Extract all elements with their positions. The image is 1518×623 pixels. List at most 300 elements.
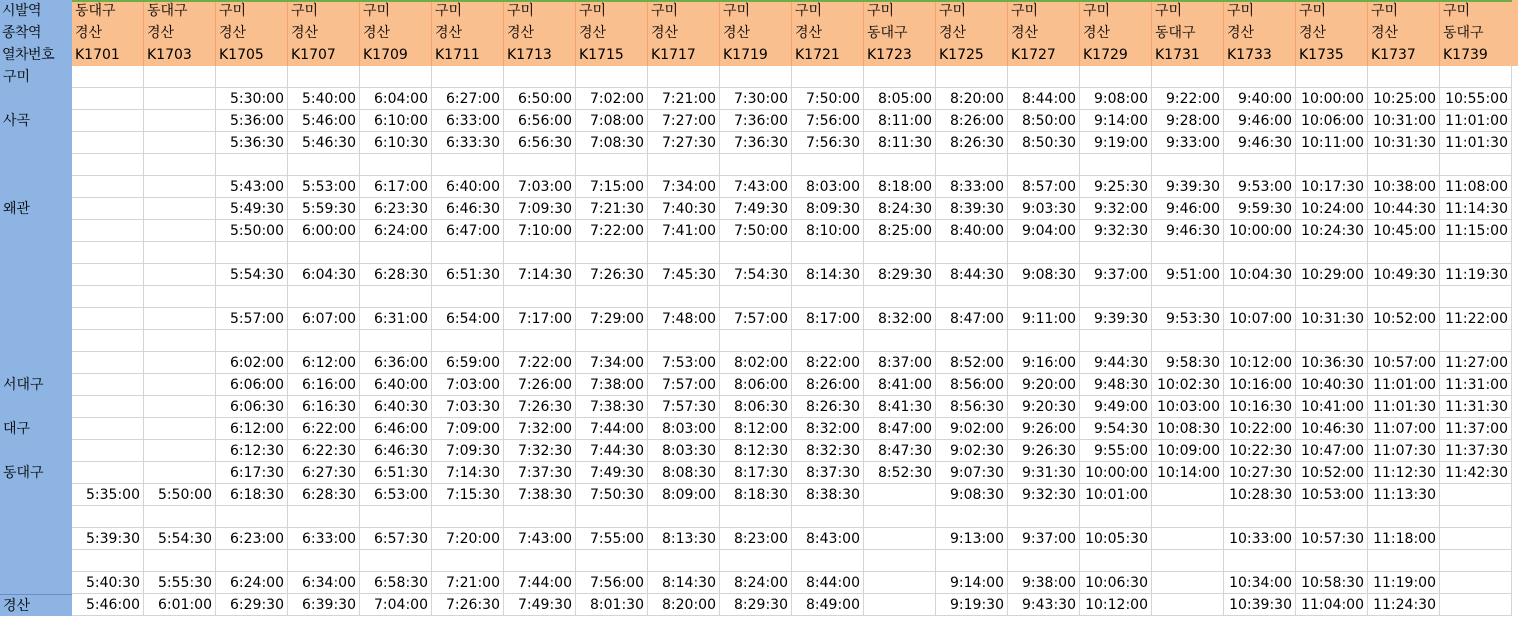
time-cell[interactable] — [360, 506, 432, 528]
time-cell[interactable]: 9:39:30 — [1080, 308, 1152, 330]
time-cell[interactable]: 7:56:00 — [792, 110, 864, 132]
time-cell[interactable]: 5:54:30 — [144, 528, 216, 550]
time-cell[interactable]: 5:40:00 — [288, 88, 360, 110]
time-cell[interactable]: 9:32:30 — [1080, 220, 1152, 242]
time-cell[interactable]: 6:46:30 — [360, 440, 432, 462]
time-cell[interactable] — [1152, 66, 1224, 88]
time-cell[interactable]: 7:14:30 — [504, 264, 576, 286]
station-cell[interactable]: 서대구 — [0, 374, 72, 396]
time-cell[interactable]: 5:39:30 — [72, 528, 144, 550]
station-cell[interactable] — [0, 330, 72, 352]
time-cell[interactable]: 7:14:30 — [432, 462, 504, 484]
time-cell[interactable]: 10:58:30 — [1296, 572, 1368, 594]
time-cell[interactable]: 7:43:00 — [504, 528, 576, 550]
time-cell[interactable]: 7:08:00 — [576, 110, 648, 132]
time-cell[interactable]: 6:23:30 — [360, 198, 432, 220]
time-cell[interactable]: 7:43:00 — [720, 176, 792, 198]
time-cell[interactable] — [1152, 594, 1224, 616]
header-to-cell[interactable]: 경산 — [219, 25, 247, 41]
header-to-cell[interactable]: 경산 — [1083, 25, 1111, 41]
station-cell[interactable] — [0, 506, 72, 528]
time-cell[interactable]: 10:11:00 — [1296, 132, 1368, 154]
time-cell[interactable] — [360, 154, 432, 176]
time-cell[interactable]: 7:09:00 — [432, 418, 504, 440]
time-cell[interactable] — [144, 242, 216, 264]
time-cell[interactable] — [360, 242, 432, 264]
time-cell[interactable] — [216, 286, 288, 308]
time-cell[interactable]: 10:55:00 — [1440, 88, 1512, 110]
time-cell[interactable] — [288, 286, 360, 308]
header-column-k1731[interactable] — [1152, 0, 1224, 66]
time-cell[interactable]: 7:03:00 — [504, 176, 576, 198]
time-cell[interactable] — [144, 440, 216, 462]
time-cell[interactable]: 10:57:00 — [1368, 352, 1440, 374]
time-cell[interactable]: 7:36:00 — [720, 110, 792, 132]
time-cell[interactable]: 8:40:00 — [936, 220, 1008, 242]
time-cell[interactable]: 8:47:00 — [936, 308, 1008, 330]
time-cell[interactable] — [432, 550, 504, 572]
time-cell[interactable]: 6:16:00 — [288, 374, 360, 396]
time-cell[interactable]: 10:27:30 — [1224, 462, 1296, 484]
time-cell[interactable]: 7:44:00 — [504, 572, 576, 594]
header-to-cell[interactable]: 경산 — [75, 25, 103, 41]
time-cell[interactable] — [72, 88, 144, 110]
time-cell[interactable] — [864, 286, 936, 308]
time-cell[interactable]: 7:44:30 — [576, 440, 648, 462]
time-cell[interactable]: 9:39:30 — [1152, 176, 1224, 198]
time-cell[interactable] — [1440, 286, 1512, 308]
time-cell[interactable] — [1080, 550, 1152, 572]
time-cell[interactable]: 8:29:30 — [864, 264, 936, 286]
time-cell[interactable]: 8:12:00 — [720, 418, 792, 440]
time-cell[interactable] — [1368, 330, 1440, 352]
time-cell[interactable] — [432, 506, 504, 528]
time-cell[interactable] — [1152, 286, 1224, 308]
header-to-cell[interactable]: 경산 — [507, 25, 535, 41]
time-cell[interactable]: 10:45:00 — [1368, 220, 1440, 242]
station-cell[interactable]: 동대구 — [0, 462, 72, 484]
time-cell[interactable]: 7:21:00 — [648, 88, 720, 110]
time-cell[interactable] — [144, 66, 216, 88]
time-cell[interactable] — [936, 506, 1008, 528]
time-cell[interactable] — [72, 440, 144, 462]
time-cell[interactable]: 6:57:30 — [360, 528, 432, 550]
time-cell[interactable]: 7:48:00 — [648, 308, 720, 330]
station-cell[interactable] — [0, 550, 72, 572]
station-cell[interactable]: 대구 — [0, 418, 72, 440]
time-cell[interactable] — [1224, 66, 1296, 88]
time-cell[interactable] — [1152, 242, 1224, 264]
time-cell[interactable] — [1440, 484, 1512, 506]
time-cell[interactable]: 9:08:30 — [1008, 264, 1080, 286]
time-cell[interactable]: 10:00:00 — [1080, 462, 1152, 484]
time-cell[interactable] — [648, 550, 720, 572]
time-cell[interactable]: 10:12:00 — [1224, 352, 1296, 374]
time-cell[interactable]: 7:26:30 — [504, 396, 576, 418]
time-cell[interactable]: 8:06:30 — [720, 396, 792, 418]
time-cell[interactable] — [792, 506, 864, 528]
time-cell[interactable]: 8:26:30 — [936, 132, 1008, 154]
time-cell[interactable]: 7:02:00 — [576, 88, 648, 110]
time-cell[interactable]: 6:40:00 — [432, 176, 504, 198]
time-cell[interactable]: 9:37:00 — [1008, 528, 1080, 550]
time-cell[interactable]: 7:32:00 — [504, 418, 576, 440]
time-cell[interactable]: 6:51:30 — [432, 264, 504, 286]
time-cell[interactable] — [576, 154, 648, 176]
time-cell[interactable]: 9:48:30 — [1080, 374, 1152, 396]
time-cell[interactable] — [936, 242, 1008, 264]
header-from-cell[interactable]: 구미 — [939, 3, 967, 19]
time-cell[interactable] — [360, 550, 432, 572]
time-cell[interactable] — [1080, 286, 1152, 308]
header-to-cell[interactable]: 경산 — [435, 25, 463, 41]
time-cell[interactable] — [288, 330, 360, 352]
time-cell[interactable] — [864, 154, 936, 176]
time-cell[interactable]: 9:51:00 — [1152, 264, 1224, 286]
time-cell[interactable]: 7:54:30 — [720, 264, 792, 286]
time-cell[interactable]: 6:06:30 — [216, 396, 288, 418]
time-cell[interactable]: 6:12:00 — [288, 352, 360, 374]
time-cell[interactable]: 6:10:00 — [360, 110, 432, 132]
time-cell[interactable]: 9:14:00 — [1080, 110, 1152, 132]
time-cell[interactable]: 11:37:00 — [1440, 418, 1512, 440]
header-train-cell[interactable]: K1731 — [1155, 47, 1200, 63]
time-cell[interactable]: 9:04:00 — [1008, 220, 1080, 242]
time-cell[interactable]: 8:11:00 — [864, 110, 936, 132]
header-to-cell[interactable]: 경산 — [363, 25, 391, 41]
time-cell[interactable]: 10:31:30 — [1368, 132, 1440, 154]
time-cell[interactable]: 9:07:30 — [936, 462, 1008, 484]
time-cell[interactable]: 10:09:00 — [1152, 440, 1224, 462]
time-cell[interactable]: 9:49:00 — [1080, 396, 1152, 418]
time-cell[interactable] — [1080, 66, 1152, 88]
time-cell[interactable] — [864, 330, 936, 352]
time-cell[interactable] — [144, 220, 216, 242]
time-cell[interactable]: 8:24:00 — [720, 572, 792, 594]
time-cell[interactable]: 8:14:30 — [792, 264, 864, 286]
station-cell[interactable]: 경산 — [0, 594, 72, 616]
header-to-cell[interactable]: 경산 — [795, 25, 823, 41]
time-cell[interactable]: 11:19:00 — [1368, 572, 1440, 594]
header-from-cell[interactable]: 구미 — [219, 3, 247, 19]
time-cell[interactable]: 7:27:00 — [648, 110, 720, 132]
time-cell[interactable]: 7:15:30 — [432, 484, 504, 506]
header-from-cell[interactable]: 구미 — [1371, 3, 1399, 19]
station-cell[interactable] — [0, 132, 72, 154]
time-cell[interactable]: 6:50:00 — [504, 88, 576, 110]
time-cell[interactable]: 7:37:30 — [504, 462, 576, 484]
time-cell[interactable] — [1152, 154, 1224, 176]
header-from-cell[interactable]: 구미 — [1011, 3, 1039, 19]
time-cell[interactable] — [1296, 66, 1368, 88]
time-cell[interactable]: 11:01:00 — [1440, 110, 1512, 132]
time-cell[interactable]: 10:28:30 — [1224, 484, 1296, 506]
time-cell[interactable] — [792, 242, 864, 264]
header-column-k1705[interactable] — [216, 0, 288, 66]
header-to-cell[interactable]: 경산 — [939, 25, 967, 41]
time-cell[interactable]: 10:52:00 — [1296, 462, 1368, 484]
header-column-k1715[interactable] — [576, 0, 648, 66]
time-cell[interactable]: 10:33:00 — [1224, 528, 1296, 550]
header-from-cell[interactable]: 구미 — [651, 3, 679, 19]
time-cell[interactable]: 5:35:00 — [72, 484, 144, 506]
time-cell[interactable] — [72, 506, 144, 528]
header-column-k1719[interactable] — [720, 0, 792, 66]
time-cell[interactable]: 8:08:30 — [648, 462, 720, 484]
header-to-cell[interactable]: 동대구 — [867, 25, 908, 41]
header-to-cell[interactable]: 경산 — [147, 25, 175, 41]
time-cell[interactable]: 6:27:00 — [432, 88, 504, 110]
time-cell[interactable]: 9:08:00 — [1080, 88, 1152, 110]
time-cell[interactable]: 7:21:00 — [432, 572, 504, 594]
time-cell[interactable]: 7:09:30 — [504, 198, 576, 220]
time-cell[interactable] — [648, 242, 720, 264]
time-cell[interactable]: 9:32:30 — [1008, 484, 1080, 506]
time-cell[interactable]: 11:31:00 — [1440, 374, 1512, 396]
time-cell[interactable] — [1152, 572, 1224, 594]
time-cell[interactable]: 9:16:00 — [1008, 352, 1080, 374]
station-cell[interactable] — [0, 484, 72, 506]
time-cell[interactable]: 11:27:00 — [1440, 352, 1512, 374]
time-cell[interactable]: 8:17:30 — [720, 462, 792, 484]
time-cell[interactable]: 8:18:00 — [864, 176, 936, 198]
time-cell[interactable] — [72, 110, 144, 132]
time-cell[interactable]: 10:38:00 — [1368, 176, 1440, 198]
time-cell[interactable]: 8:52:30 — [864, 462, 936, 484]
header-from-cell[interactable]: 구미 — [507, 3, 535, 19]
time-cell[interactable] — [144, 110, 216, 132]
time-cell[interactable]: 10:29:00 — [1296, 264, 1368, 286]
header-train-cell[interactable]: K1705 — [219, 47, 264, 63]
time-cell[interactable]: 6:53:00 — [360, 484, 432, 506]
time-cell[interactable]: 6:33:30 — [432, 132, 504, 154]
station-cell[interactable] — [0, 352, 72, 374]
time-cell[interactable] — [648, 330, 720, 352]
header-train-cell[interactable]: K1713 — [507, 47, 552, 63]
time-cell[interactable]: 11:42:30 — [1440, 462, 1512, 484]
time-cell[interactable]: 10:16:00 — [1224, 374, 1296, 396]
time-cell[interactable]: 10:46:30 — [1296, 418, 1368, 440]
time-cell[interactable]: 7:04:00 — [360, 594, 432, 616]
time-cell[interactable]: 10:40:30 — [1296, 374, 1368, 396]
time-cell[interactable] — [504, 550, 576, 572]
time-cell[interactable]: 6:07:00 — [288, 308, 360, 330]
time-cell[interactable]: 8:49:00 — [792, 594, 864, 616]
time-cell[interactable]: 7:44:00 — [576, 418, 648, 440]
time-cell[interactable]: 8:56:00 — [936, 374, 1008, 396]
time-cell[interactable]: 7:22:00 — [504, 352, 576, 374]
time-cell[interactable]: 6:23:00 — [216, 528, 288, 550]
time-cell[interactable] — [720, 330, 792, 352]
time-cell[interactable] — [1224, 550, 1296, 572]
header-to-cell[interactable]: 동대구 — [1155, 25, 1196, 41]
time-cell[interactable] — [1152, 506, 1224, 528]
time-cell[interactable]: 9:25:30 — [1080, 176, 1152, 198]
time-cell[interactable]: 7:53:00 — [648, 352, 720, 374]
time-cell[interactable]: 9:40:00 — [1224, 88, 1296, 110]
time-cell[interactable] — [936, 286, 1008, 308]
time-cell[interactable] — [1368, 286, 1440, 308]
time-cell[interactable]: 10:05:30 — [1080, 528, 1152, 550]
time-cell[interactable]: 7:32:30 — [504, 440, 576, 462]
time-cell[interactable]: 8:41:00 — [864, 374, 936, 396]
time-cell[interactable]: 8:02:00 — [720, 352, 792, 374]
time-cell[interactable]: 10:12:00 — [1080, 594, 1152, 616]
time-cell[interactable] — [72, 66, 144, 88]
time-cell[interactable]: 10:47:00 — [1296, 440, 1368, 462]
time-cell[interactable]: 5:30:00 — [216, 88, 288, 110]
time-cell[interactable] — [1080, 330, 1152, 352]
time-cell[interactable]: 5:50:00 — [144, 484, 216, 506]
time-cell[interactable] — [792, 154, 864, 176]
time-cell[interactable]: 9:46:00 — [1224, 110, 1296, 132]
time-cell[interactable]: 9:53:00 — [1224, 176, 1296, 198]
time-cell[interactable]: 6:28:30 — [360, 264, 432, 286]
time-cell[interactable] — [936, 154, 1008, 176]
time-cell[interactable]: 8:03:30 — [648, 440, 720, 462]
time-cell[interactable]: 9:26:00 — [1008, 418, 1080, 440]
station-cell[interactable] — [0, 440, 72, 462]
time-cell[interactable]: 6:24:00 — [216, 572, 288, 594]
time-cell[interactable] — [720, 154, 792, 176]
time-cell[interactable]: 11:22:00 — [1440, 308, 1512, 330]
time-cell[interactable] — [72, 198, 144, 220]
time-cell[interactable]: 9:31:30 — [1008, 462, 1080, 484]
time-cell[interactable]: 8:37:00 — [864, 352, 936, 374]
time-cell[interactable]: 8:50:30 — [1008, 132, 1080, 154]
header-train-cell[interactable]: K1735 — [1299, 47, 1344, 63]
time-cell[interactable]: 5:54:30 — [216, 264, 288, 286]
header-column-k1711[interactable] — [432, 0, 504, 66]
header-train-cell[interactable]: K1723 — [867, 47, 912, 63]
time-cell[interactable] — [432, 154, 504, 176]
time-cell[interactable]: 6:31:00 — [360, 308, 432, 330]
time-cell[interactable] — [288, 154, 360, 176]
time-cell[interactable]: 8:44:00 — [1008, 88, 1080, 110]
station-cell[interactable] — [0, 176, 72, 198]
header-column-k1729[interactable] — [1080, 0, 1152, 66]
time-cell[interactable]: 10:24:00 — [1296, 198, 1368, 220]
time-cell[interactable]: 11:14:30 — [1440, 198, 1512, 220]
time-cell[interactable] — [144, 132, 216, 154]
time-cell[interactable] — [216, 66, 288, 88]
time-cell[interactable] — [576, 66, 648, 88]
time-cell[interactable]: 8:11:30 — [864, 132, 936, 154]
time-cell[interactable]: 11:07:00 — [1368, 418, 1440, 440]
header-train-cell[interactable]: K1739 — [1443, 47, 1488, 63]
time-cell[interactable]: 5:49:30 — [216, 198, 288, 220]
time-cell[interactable] — [648, 286, 720, 308]
time-cell[interactable]: 9:20:30 — [1008, 396, 1080, 418]
time-cell[interactable]: 8:25:00 — [864, 220, 936, 242]
time-cell[interactable]: 7:03:00 — [432, 374, 504, 396]
header-from-cell[interactable]: 구미 — [579, 3, 607, 19]
time-cell[interactable]: 7:38:30 — [504, 484, 576, 506]
time-cell[interactable]: 7:10:00 — [504, 220, 576, 242]
time-cell[interactable] — [144, 154, 216, 176]
time-cell[interactable]: 8:24:30 — [864, 198, 936, 220]
header-column-k1737[interactable] — [1368, 0, 1440, 66]
time-cell[interactable]: 10:49:30 — [1368, 264, 1440, 286]
time-cell[interactable]: 11:01:30 — [1440, 132, 1512, 154]
time-cell[interactable]: 7:21:30 — [576, 198, 648, 220]
header-column-k1713[interactable] — [504, 0, 576, 66]
time-cell[interactable] — [432, 286, 504, 308]
time-cell[interactable]: 7:34:00 — [648, 176, 720, 198]
time-cell[interactable]: 6:33:00 — [288, 528, 360, 550]
header-train-cell[interactable]: K1721 — [795, 47, 840, 63]
time-cell[interactable]: 8:14:30 — [648, 572, 720, 594]
time-cell[interactable]: 9:44:30 — [1080, 352, 1152, 374]
header-column-k1707[interactable] — [288, 0, 360, 66]
time-cell[interactable] — [144, 286, 216, 308]
header-column-k1709[interactable] — [360, 0, 432, 66]
header-from-cell[interactable]: 동대구 — [75, 3, 116, 19]
time-cell[interactable]: 9:14:00 — [936, 572, 1008, 594]
time-cell[interactable] — [1296, 154, 1368, 176]
time-cell[interactable]: 5:46:00 — [288, 110, 360, 132]
time-cell[interactable]: 10:17:30 — [1296, 176, 1368, 198]
time-cell[interactable] — [1296, 550, 1368, 572]
header-to-cell[interactable]: 경산 — [1011, 25, 1039, 41]
time-cell[interactable]: 9:54:30 — [1080, 418, 1152, 440]
time-cell[interactable]: 7:38:00 — [576, 374, 648, 396]
time-cell[interactable]: 9:33:00 — [1152, 132, 1224, 154]
time-cell[interactable] — [504, 330, 576, 352]
time-cell[interactable]: 7:26:30 — [432, 594, 504, 616]
time-cell[interactable] — [1080, 154, 1152, 176]
time-cell[interactable]: 10:14:00 — [1152, 462, 1224, 484]
time-cell[interactable]: 11:15:00 — [1440, 220, 1512, 242]
time-cell[interactable]: 11:19:30 — [1440, 264, 1512, 286]
time-cell[interactable]: 7:17:00 — [504, 308, 576, 330]
time-cell[interactable]: 6:02:00 — [216, 352, 288, 374]
time-cell[interactable] — [1152, 330, 1224, 352]
time-cell[interactable]: 6:12:00 — [216, 418, 288, 440]
station-cell[interactable] — [0, 154, 72, 176]
time-cell[interactable] — [648, 66, 720, 88]
header-from-cell[interactable]: 구미 — [291, 3, 319, 19]
time-cell[interactable]: 6:12:30 — [216, 440, 288, 462]
time-cell[interactable] — [1008, 506, 1080, 528]
header-train-cell[interactable]: K1711 — [435, 47, 480, 63]
header-column-k1735[interactable] — [1296, 0, 1368, 66]
time-cell[interactable] — [144, 264, 216, 286]
time-cell[interactable]: 5:50:00 — [216, 220, 288, 242]
time-cell[interactable]: 5:46:00 — [72, 594, 144, 616]
time-cell[interactable]: 9:37:00 — [1080, 264, 1152, 286]
time-cell[interactable]: 5:57:00 — [216, 308, 288, 330]
time-cell[interactable]: 9:03:30 — [1008, 198, 1080, 220]
time-cell[interactable]: 9:59:30 — [1224, 198, 1296, 220]
time-cell[interactable] — [216, 550, 288, 572]
time-cell[interactable]: 7:26:00 — [504, 374, 576, 396]
time-cell[interactable] — [1368, 242, 1440, 264]
time-cell[interactable] — [360, 66, 432, 88]
time-cell[interactable] — [1008, 286, 1080, 308]
time-cell[interactable] — [504, 506, 576, 528]
time-cell[interactable]: 5:36:30 — [216, 132, 288, 154]
time-cell[interactable]: 7:26:30 — [576, 264, 648, 286]
time-cell[interactable]: 6:56:00 — [504, 110, 576, 132]
time-cell[interactable]: 10:22:00 — [1224, 418, 1296, 440]
header-column-k1717[interactable] — [648, 0, 720, 66]
time-cell[interactable] — [72, 220, 144, 242]
header-column-k1721[interactable] — [792, 0, 864, 66]
time-cell[interactable]: 7:49:30 — [720, 198, 792, 220]
time-cell[interactable] — [1296, 330, 1368, 352]
time-cell[interactable] — [1008, 242, 1080, 264]
